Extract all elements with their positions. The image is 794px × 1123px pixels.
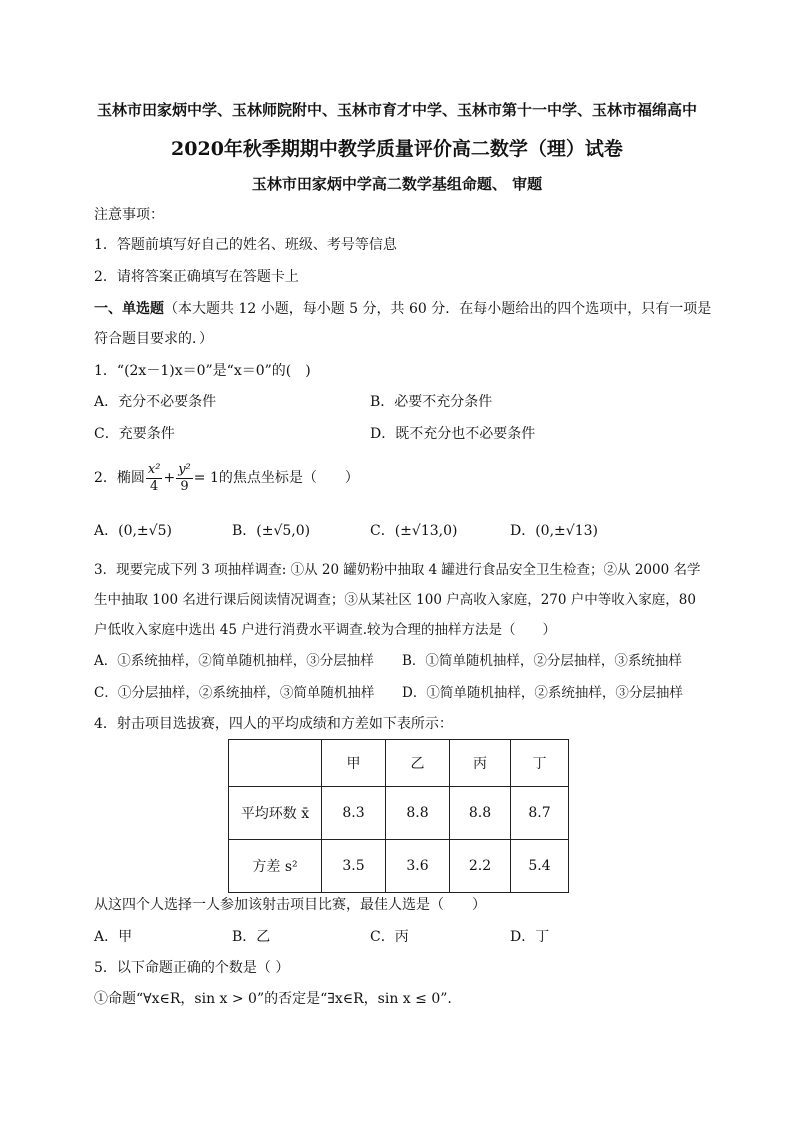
q3-option-a: A．①系统抽样，②简单随机抽样，③分层抽样 <box>94 653 374 669</box>
section1-title: 一、单选题 <box>94 301 164 317</box>
q2-frac1-den: 4 <box>150 478 159 494</box>
score-table <box>228 739 569 893</box>
q2-frac2-num: y² <box>178 461 191 477</box>
q3-option-d: D．①简单随机抽样，②系统抽样，③分层抽样 <box>402 685 683 701</box>
table-row-label: 平均环数 x̄ <box>229 787 322 840</box>
q2-fraction-x <box>146 462 163 495</box>
table-header-cell: 甲 <box>322 740 386 787</box>
q3-line-1: 3．现要完成下列 3 项抽样调查: ①从 20 罐奶粉中抽取 4 罐进行食品安全卫生检查；②从 2000 名学 <box>94 562 701 578</box>
table-cell: 5.4 <box>511 840 569 893</box>
q3-option-c: C．①分层抽样，②系统抽样，③简单随机抽样 <box>94 685 375 701</box>
q1-option-c: C．充要条件 <box>94 426 175 442</box>
table-cell: 2.2 <box>450 840 511 893</box>
table-cell: 8.3 <box>322 787 386 840</box>
exam-title: 2020年秋季期期中教学质量评价高二数学（理）试卷 <box>171 138 623 160</box>
table-row <box>229 840 569 893</box>
q3-option-b: B．①简单随机抽样，②分层抽样，③系统抽样 <box>402 653 682 669</box>
table-cell: 3.5 <box>322 840 386 893</box>
exam-subtitle: 玉林市田家炳中学高二数学基组命题、 审题 <box>251 175 543 193</box>
note-item-2: 2．请将答案正确填写在答题卡上 <box>94 269 299 285</box>
table-header-cell: 丙 <box>450 740 511 787</box>
q1-stem: 1．“(2x－1)x＝0”是“x＝0”的( ) <box>94 363 311 379</box>
q1-option-b: B．必要不充分条件 <box>370 394 493 410</box>
q2-frac2-den: 9 <box>180 478 189 494</box>
q5-stem: 5．以下命题正确的个数是（ ） <box>94 960 290 976</box>
section1-desc: （本大题共 12 小题，每小题 5 分，共 60 分．在每小题给出的四个选项中，只有一项是 <box>164 301 712 317</box>
table-row <box>229 787 569 840</box>
q2-frac1-num: x² <box>147 461 161 477</box>
schools-header: 玉林市田家炳中学、玉林师院附中、玉林市育才中学、玉林市第十一中学、玉林市福绵高中 <box>96 101 697 119</box>
q4-question: 从这四个人选择一人参加该射击项目比赛，最佳人选是（ ） <box>94 897 486 913</box>
q2-stem <box>94 458 359 498</box>
q2-option-d: D．(0,±√13) <box>510 523 598 539</box>
section1-header <box>94 299 711 319</box>
q4-stem: 4．射击项目选拔赛，四人的平均成绩和方差如下表所示： <box>94 716 453 732</box>
table-cell: 8.8 <box>386 787 450 840</box>
q2-option-b: B．(±√5,0) <box>232 523 311 539</box>
q4-option-a: A．甲 <box>94 929 133 945</box>
notes-heading: 注意事项： <box>94 207 164 223</box>
q1-option-a: A．充分不必要条件 <box>94 394 217 410</box>
note-item-1: 1．答题前填写好自己的姓名、班级、考号等信息 <box>94 237 397 253</box>
q2-prefix: 2．椭圆 <box>94 470 145 486</box>
q5-item-1: ①命题“∀x∈R，sin x > 0”的否定是“∃x∈R，sin x ≤ 0”. <box>94 991 452 1007</box>
table-cell: 8.7 <box>511 787 569 840</box>
q2-option-a: A．(0,±√5) <box>94 523 172 539</box>
table-cell: 3.6 <box>386 840 450 893</box>
table-header-cell: 丁 <box>511 740 569 787</box>
q2-suffix: = 1的焦点坐标是（ ） <box>193 470 359 486</box>
table-header-row <box>229 740 569 787</box>
q2-option-c: C．(±√13,0) <box>370 523 458 539</box>
table-cell: 8.8 <box>450 787 511 840</box>
q2-fraction-y <box>176 462 193 495</box>
table-row-label: 方差 s² <box>229 840 322 893</box>
table-header-cell <box>229 740 322 787</box>
q4-option-b: B．乙 <box>232 929 271 945</box>
q1-option-d: D．既不充分也不必要条件 <box>370 426 536 442</box>
q4-option-c: C．丙 <box>370 929 409 945</box>
q3-line-3: 户低收入家庭中选出 45 户进行消费水平调查.较为合理的抽样方法是（ ） <box>94 622 557 638</box>
q2-plus: + <box>163 470 176 486</box>
q4-option-d: D．丁 <box>510 929 550 945</box>
table-header-cell: 乙 <box>386 740 450 787</box>
section1-desc-2: 符合题目要求的．） <box>94 331 213 347</box>
q3-line-2: 生中抽取 100 名进行课后阅读情况调查；③从某社区 100 户高收入家庭，270 户中等收入家庭，80 <box>94 592 696 608</box>
